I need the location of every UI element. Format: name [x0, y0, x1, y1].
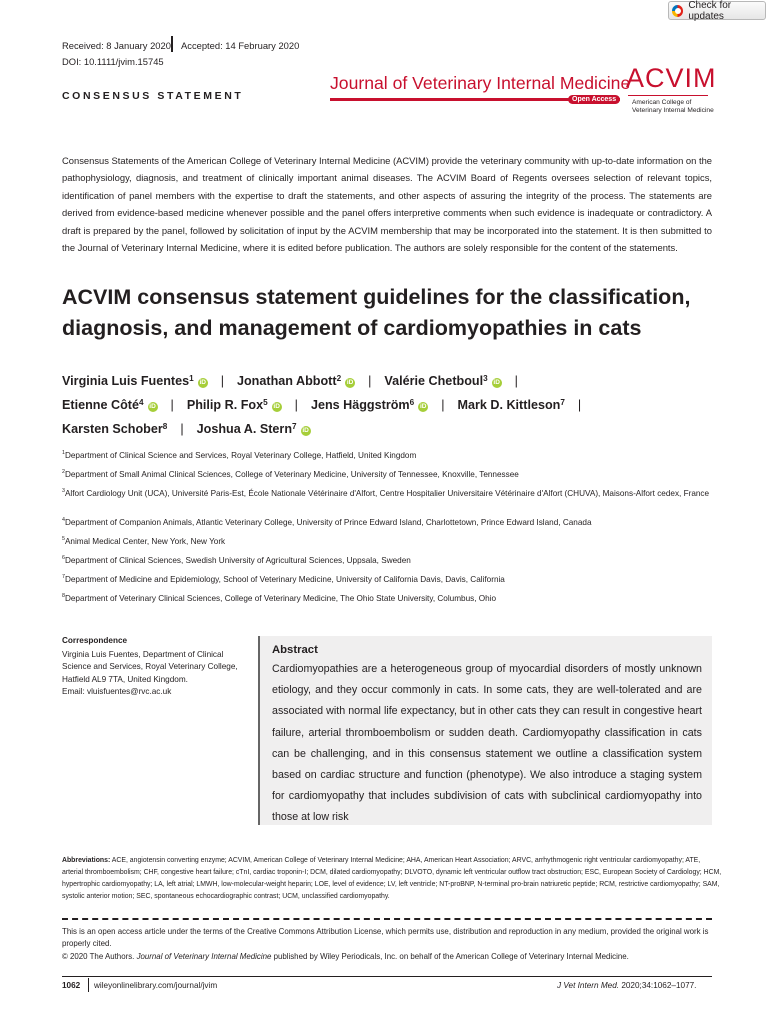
correspondence-body: Virginia Luis Fuentes, Department of Clinical Science and Services, Royal Veterinary College, Hatfield AL9 7TA, United Kingdom. Email: vluisfuentes@rvc.ac.uk — [62, 650, 238, 697]
received-date: Received: 8 January 2020 — [62, 40, 171, 51]
author-separator: | — [441, 398, 445, 412]
orcid-icon[interactable]: iD — [493, 379, 500, 386]
consensus-intro: Consensus Statements of the American College of Veterinary Internal Medicine (ACVIM) provide the veterinary community with up-to-date information on the pathophysiology, diagnosis, and treatment of clinically important animal diseases. The ACVIM Board of Regents oversees selection of relevant topics, identification of panel members with the expertise to draft the statements, and other aspects of assuring the integrity of the process. The statements are derived from evidence-based medicine whenever possible and the panel offers interpretive comments when such evidence is inadequate or contradictory. A draft is prepared by the panel, followed by solicitation of input by the ACVIM membership that may be incorporated into the statement. It is then submitted to the Journal of Veterinary Internal Medicine, where it is edited before publication. The authors are solely responsible for the content of the statements. — [62, 155, 712, 254]
author-separator: | — [577, 398, 582, 412]
author[interactable]: Philip R. Fox$^5$ — [186, 398, 268, 412]
journal-name: Journal of Veterinary Internal Medicine — [330, 73, 631, 93]
check-for-updates-button[interactable] — [668, 1, 766, 20]
doi: DOI: 10.1111/jvim.15745 — [62, 56, 164, 67]
journal-url[interactable]: wileyonlinelibrary.com/journal/jvim — [94, 981, 218, 990]
correspondence-heading: Correspondence — [62, 636, 128, 645]
affiliation: $^7$Department of Medicine and Epidemiology, School of Veterinary Medicine, University of California Davis, Davis, California — [62, 574, 505, 584]
author-separator: | — [368, 374, 372, 388]
author-separator: | — [180, 422, 184, 436]
author-separator: | — [170, 398, 174, 412]
crossmark-icon — [672, 5, 683, 17]
dotted-divider — [62, 918, 712, 920]
author[interactable]: Jonathan Abbott$^2$ — [236, 374, 342, 388]
affiliation: $^1$Department of Clinical Science and Services, Royal Veterinary College, Hatfield, United Kingdom — [62, 450, 417, 460]
author[interactable]: Valérie Chetboul$^3$ — [384, 374, 488, 388]
page-number: 1062 — [62, 981, 81, 990]
author-separator: | — [514, 374, 518, 388]
acvim-logo-subtitle: American College of Veterinary Internal Medicine — [632, 99, 714, 115]
author[interactable]: Virginia Luis Fuentes$^1$ — [62, 374, 194, 388]
affiliation: $^8$Department of Veterinary Clinical Sciences, College of Veterinary Medicine, The Ohio State University, Columbus, Ohio — [62, 593, 497, 603]
author[interactable]: Jens Häggström$^6$ — [310, 398, 415, 412]
acvim-logo-rule — [628, 95, 708, 96]
license-text: This is an open access article under the terms of the Creative Commons Attribution License, which permits use, distribution and reproduction in any medium, provided the original work is properly cited. © 2020 The Authors. Journal of Veterinary Internal Medicine published by Wiley Periodicals, Inc. on behalf of the American College of Veterinary Internal Medicine. — [62, 927, 709, 961]
check-for-updates-label: Check for updates — [688, 0, 732, 22]
affiliation: $^2$Department of Small Animal Clinical Sciences, College of Veterinary Medicine, University of Tennessee, Knoxville, Tennessee — [62, 469, 519, 479]
footer-rule — [62, 976, 712, 977]
author-list — [62, 369, 742, 441]
title-line-1: ACVIM consensus statement guidelines for the classification, — [62, 285, 691, 309]
orcid-icon[interactable]: iD — [419, 403, 427, 410]
orcid-icon[interactable]: iD — [149, 403, 156, 410]
orcid-icon[interactable]: iD — [273, 403, 280, 410]
author-separator: | — [294, 398, 298, 412]
affiliation: $^4$Department of Companion Animals, Atlantic Veterinary College, University of Prince Edward Island, Charlottetown, Prince Edward Island, Canada — [62, 517, 592, 527]
citation: J Vet Intern Med. 2020;34:1062–1077. — [557, 981, 697, 990]
header-divider — [171, 36, 173, 52]
article-title — [62, 282, 742, 344]
author[interactable]: Mark D. Kittleson$^7$ — [457, 398, 565, 412]
orcid-icon[interactable]: iD — [302, 427, 309, 434]
affiliation: $^3$Alfort Cardiology Unit (UCA), Université Paris-Est, École Nationale Vétérinaire d'Alfort, Centre Hospitalier Universitaire Vétérinaire d'Alfort (CHUVA), Maisons-Alfort cedex, France — [62, 488, 710, 498]
orcid-icon[interactable]: iD — [346, 379, 354, 386]
author-separator: | — [220, 374, 224, 388]
affiliation: $^6$Department of Clinical Sciences, Swedish University of Agricultural Sciences, Uppsala, Sweden — [62, 555, 411, 565]
abstract-heading: Abstract — [272, 644, 318, 656]
orcid-icon[interactable]: iD — [199, 379, 206, 386]
title-line-2: diagnosis, and management of cardiomyopathies in cats — [62, 316, 642, 340]
open-access-badge: Open Access — [568, 95, 620, 104]
footer-divider — [88, 978, 89, 992]
section-label: CONSENSUS STATEMENT — [62, 90, 244, 102]
abbreviations: Abbreviations: ACE, angiotensin converting enzyme; ACVIM, American College of Veterinary Internal Medicine; AHA, American Heart Association; ARVC, arrhythmogenic right ventricular cardiomyopathy; ATE, arterial thromboembolism; CHF, congestive heart failure; cTnI, cardiac troponin-I; DCM, dilated cardiomyopathy; DLVOTO, dynamic left ventricular outflow tract obstruction; ESC, European Society of Cardiology; HCM, hypertrophic cardiomyopathy; LA, left atrial; LMWH, low-molecular-weight heparin; LOE, level of evidence; LV, left ventricle; NT-proBNP, N-terminal pro-brain natriuretic peptide; RCM, restrictive cardiomyopathy; SAM, systolic anterior motion; SEC, spontaneous echocardiographic contrast; UCM, unclassified cardiomyopathy. — [62, 857, 722, 900]
acvim-logo: ACVIM — [626, 63, 717, 93]
author[interactable]: Etienne Côté$^4$ — [62, 398, 144, 412]
author[interactable]: Karsten Schober$^8$ — [62, 422, 168, 436]
abstract-text: Cardiomyopathies are a heterogeneous group of myocardial disorders of mostly unknown etiology, and they occur commonly in cats. In some cats, they are well-tolerated and are associated with normal life expectancy, but in other cats they can result in congestive heart failure, arterial thromboembolism or sudden death. Cardiomyopathy classification in cats can be challenging, and in this consensus statement we outline a classification system based on cardiac structure and function (phenotype). We also introduce a staging system for cardiomyopathy that includes subdivision of cats with subclinical cardiomyopathy into those at low risk — [272, 663, 702, 824]
correspondence-email[interactable]: Email: vluisfuentes@rvc.ac.uk — [62, 687, 172, 697]
author[interactable]: Joshua A. Stern$^7$ — [196, 422, 297, 436]
affiliation: $^5$Animal Medical Center, New York, New York — [62, 536, 226, 546]
accepted-date: Accepted: 14 February 2020 — [181, 40, 300, 51]
